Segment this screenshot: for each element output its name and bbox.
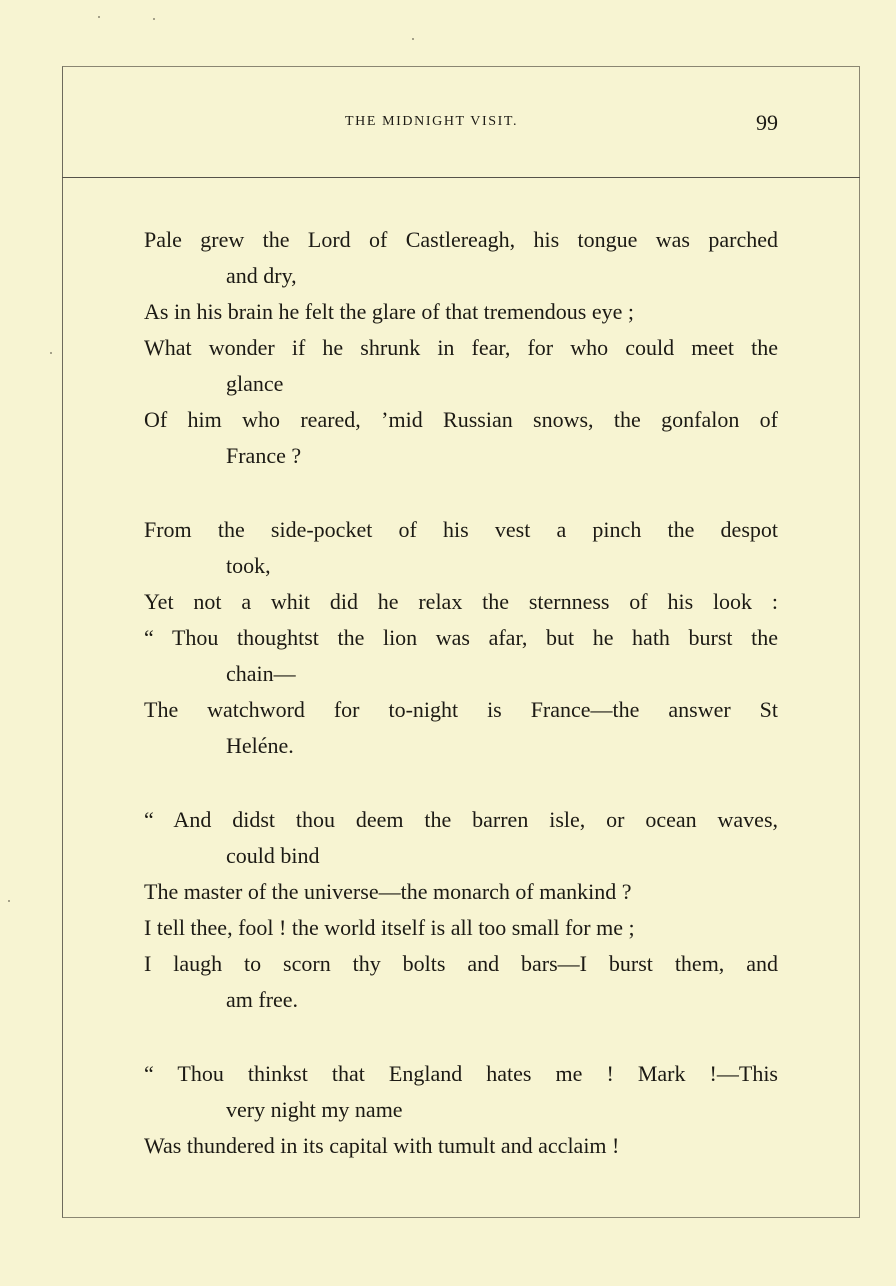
poem-line: “ Thou thoughtst the lion was afar, but he hath burst the (144, 625, 778, 650)
stanza (144, 222, 778, 474)
header-rule (62, 177, 860, 178)
poem-line-continuation: am free. (226, 987, 299, 1012)
stanza (144, 512, 778, 764)
page-number: 99 (756, 110, 778, 135)
poem-line: “ And didst thou deem the barren isle, or ocean waves, (144, 807, 778, 832)
poem-line: From the side-pocket of his vest a pinch the despot (144, 517, 778, 542)
poem-line: As in his brain he felt the glare of that tremendous eye ; (144, 299, 634, 324)
poem-line: Was thundered in its capital with tumult and acclaim ! (144, 1133, 620, 1158)
poem-line-continuation: chain— (226, 661, 296, 686)
stanza (144, 1056, 778, 1164)
poem-line: The master of the universe—the monarch of mankind ? (144, 879, 632, 904)
poem-line: The watchword for to-night is France—the answer St (144, 697, 778, 722)
poem-line: Of him who reared, ’mid Russian snows, the gonfalon of (144, 407, 778, 432)
poem-line-continuation: very night my name (226, 1097, 403, 1122)
poem-line: Yet not a whit did he relax the sternness of his look : (144, 589, 778, 614)
poem-line: I laugh to scorn thy bolts and bars—I burst them, and (144, 951, 778, 976)
poem-line: “ Thou thinkst that England hates me ! Mark !—This (144, 1061, 778, 1086)
poem-body (144, 222, 778, 1202)
poem-line-continuation: Heléne. (226, 733, 294, 758)
poem-line-continuation: and dry, (226, 263, 297, 288)
poem-line-continuation: could bind (226, 843, 320, 868)
running-head: THE MIDNIGHT VISIT. (345, 114, 519, 129)
poem-line-continuation: took, (226, 553, 271, 578)
poem-line: What wonder if he shrunk in fear, for who could meet the (144, 335, 778, 360)
poem-line: I tell thee, fool ! the world itself is all too small for me ; (144, 915, 635, 940)
poem-line: Pale grew the Lord of Castlereagh, his tongue was parched (144, 227, 778, 252)
stanza (144, 802, 778, 1018)
poem-line-continuation: France ? (226, 443, 302, 468)
poem-line-continuation: glance (226, 371, 284, 396)
